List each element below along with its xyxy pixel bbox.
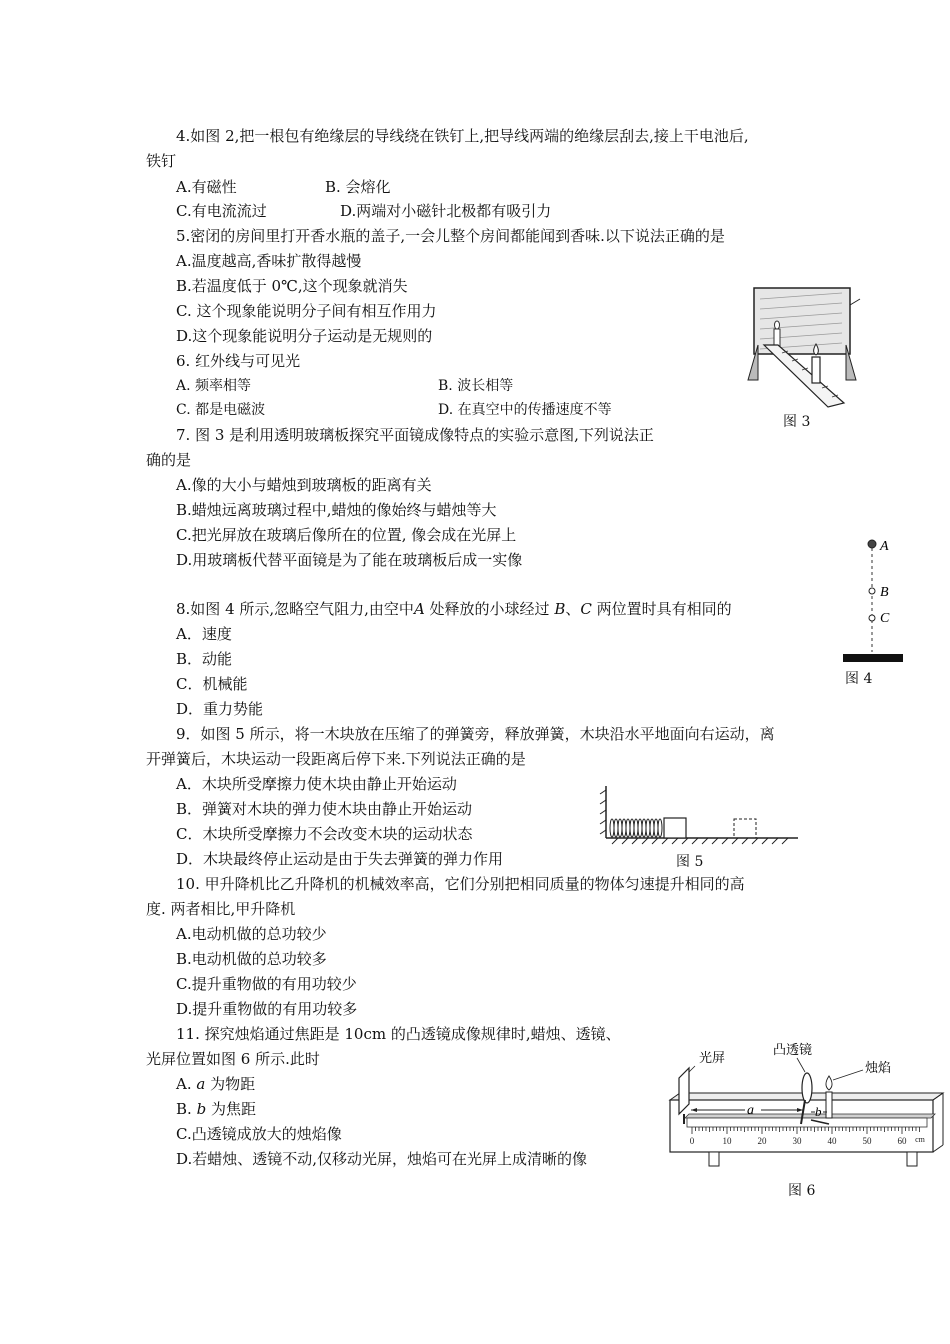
q7-option-b: B.蜡烛远离玻璃过程中,蜡烛的像始终与蜡烛等大 (176, 501, 497, 519)
q11-option-d: D.若蜡烛、透镜不动,仅移动光屏，烛焰可在光屏上成清晰的像 (176, 1150, 588, 1168)
q6-option-d: D. 在真空中的传播速度不等 (438, 402, 612, 418)
q9-option-c: C．木块所受摩擦力不会改变木块的运动状态 (176, 825, 473, 843)
figure-6-tick-10: 10 (722, 1136, 732, 1146)
q8-option-a: A．速度 (176, 625, 232, 643)
q11-stem-line1: 11. 探究烛焰通过焦距是 10cm 的凸透镜成像规律时,蜡烛、透镜、 (176, 1025, 621, 1043)
q4-stem-line1: 4.如图 2,把一根包有绝缘层的导线绕在铁钉上,把导线两端的绝缘层刮去,接上干电池后, (176, 127, 749, 145)
q7-option-c: C.把光屏放在玻璃后像所在的位置, 像会成在光屏上 (176, 526, 517, 544)
q8-option-b: B．动能 (176, 650, 233, 668)
q4-option-b: B. 会熔化 (325, 178, 391, 196)
q9-option-d: D．木块最终停止运动是由于失去弹簧的弹力作用 (176, 850, 504, 868)
q11-option-b: B. b 为焦距 (176, 1100, 256, 1118)
q4-stem-line2: 铁钉 (146, 152, 177, 170)
q5-option-b: B.若温度低于 0℃,这个现象就消失 (176, 277, 408, 295)
figure-6-label-a: a (747, 1103, 754, 1118)
figure-6-label-screen: 光屏 (699, 1051, 726, 1066)
q10-option-d: D.提升重物做的有用功较多 (176, 1000, 358, 1018)
figure-4-label-b: B (880, 585, 889, 600)
q9-stem-line1: 9．如图 5 所示，将一木块放在压缩了的弹簧旁，释放弹簧，木块沿水平地面向右运动，离 (176, 725, 775, 743)
figure-5-spring-block (598, 782, 803, 850)
figure-6-tick-30: 30 (792, 1136, 802, 1146)
q7-stem-line1: 7. 图 3 是利用透明玻璃板探究平面镜成像特点的实验示意图,下列说法正 (176, 426, 654, 444)
q4-option-d: D.两端对小磁针北极都有吸引力 (340, 202, 552, 220)
figure-6-tick-50: 50 (862, 1136, 872, 1146)
q5-option-c: C. 这个现象能说明分子间有相互作用力 (176, 302, 437, 320)
q6-option-c: C. 都是电磁波 (176, 402, 266, 418)
figure-6-unit: cm (915, 1135, 925, 1144)
q6-option-b: B. 波长相等 (438, 378, 514, 394)
figure-6-tick-20: 20 (757, 1136, 767, 1146)
q6-stem: 6. 红外线与可见光 (176, 352, 301, 370)
figure-4-label-a: A (880, 539, 889, 554)
figure-4-caption: 图 4 (845, 671, 873, 687)
q11-stem-line2: 光屏位置如图 6 所示.此时 (146, 1050, 320, 1068)
q5-stem: 5.密闭的房间里打开香水瓶的盖子,一会儿整个房间都能闻到香味.以下说法正确的是 (176, 227, 725, 245)
q4-option-c: C.有电流流过 (176, 202, 267, 220)
q11-option-a: A. a 为物距 (176, 1075, 256, 1093)
q5-option-a: A.温度越高,香味扩散得越慢 (176, 252, 362, 270)
q10-stem-line2: 度. 两者相比,甲升降机 (146, 900, 296, 918)
q9-option-a: A．木块所受摩擦力使木块由静止开始运动 (176, 775, 457, 793)
q6-option-a: A. 频率相等 (176, 378, 252, 394)
figure-6-tick-0: 0 (689, 1136, 695, 1146)
figure-3-glass-plate (744, 285, 864, 410)
q7-option-a: A.像的大小与蜡烛到玻璃板的距离有关 (176, 476, 432, 494)
q7-stem-line2: 确的是 (146, 451, 192, 469)
q10-option-c: C.提升重物做的有用功较少 (176, 975, 357, 993)
q11-option-c: C.凸透镜成放大的烛焰像 (176, 1125, 342, 1143)
figure-6-caption: 图 6 (788, 1183, 816, 1199)
q10-stem-line1: 10. 甲升降机比乙升降机的机械效率高，它们分别把相同质量的物体匀速提升相同的高 (176, 875, 745, 893)
q10-option-b: B.电动机做的总功较多 (176, 950, 327, 968)
figure-6-label-flame: 烛焰 (865, 1061, 892, 1076)
figure-6-label-lens: 凸透镜 (773, 1043, 813, 1058)
q7-option-d: D.用玻璃板代替平面镜是为了能在玻璃板后成一实像 (176, 551, 523, 569)
q8-option-c: C．机械能 (176, 675, 248, 693)
figure-4-falling-ball (840, 530, 910, 665)
figure-5-caption: 图 5 (676, 854, 704, 870)
q10-option-a: A.电动机做的总功较少 (176, 925, 327, 943)
figure-6-tick-60: 60 (897, 1136, 907, 1146)
q9-option-b: B．弹簧对木块的弹力使木块由静止开始运动 (176, 800, 473, 818)
figure-3-caption: 图 3 (783, 414, 811, 430)
q5-option-d: D.这个现象能说明分子运动是无规则的 (176, 327, 433, 345)
q9-stem-line2: 开弹簧后，木块运动一段距离后停下来.下列说法正确的是 (146, 750, 526, 768)
q8-option-d: D．重力势能 (176, 700, 264, 718)
figure-6-tick-40: 40 (827, 1136, 837, 1146)
figure-4-label-c: C (880, 611, 890, 626)
figure-6-optical-bench (665, 1038, 945, 1173)
q4-option-a: A.有磁性 (176, 178, 237, 196)
figure-6-label-b: b (815, 1104, 822, 1119)
q8-stem: 8.如图 4 所示,忽略空气阻力,由空中A 处释放的小球经过 B、C 两位置时具有相同的 (176, 600, 732, 618)
